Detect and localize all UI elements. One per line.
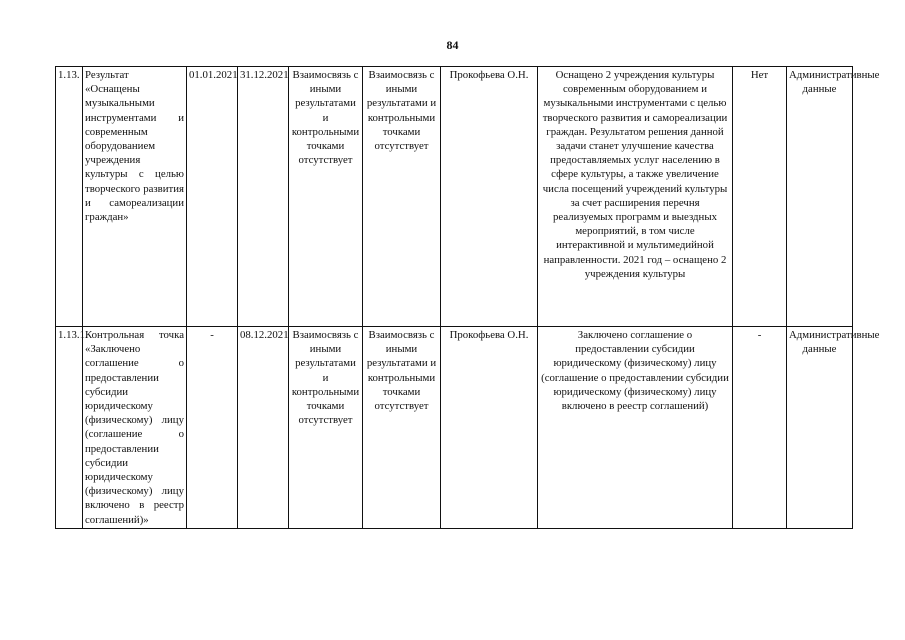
result-description: Оснащено 2 учреждения культуры современным оборудованием и музыкальными инструментами с целью творческого развития и самореализации граждан. Результатом решения данной задачи станет улучшение качества предоставляемых услуг населению в сфере культуры, а также увеличение числа посещений учреждений культуры за счет расширения перечня реализуемых программ и выездных мероприятий, в том числе интерактивной и мультимедийной направленности. 2021 год – оснащено 2 учреждения культуры (538, 67, 733, 327)
row-number: 1.13. (56, 67, 83, 327)
link-predecessor: Взаимосвязь с иными результатами и контрольными точками отсутствует (289, 327, 363, 529)
link-successor: Взаимосвязь с иными результатами и контрольными точками отсутствует (363, 67, 441, 327)
table-row (56, 327, 853, 529)
start-date: 01.01.2021 (187, 67, 238, 327)
data-source: Административные данные (787, 327, 853, 529)
results-table (55, 66, 880, 529)
start-date: - (187, 327, 238, 529)
flag-value: Нет (733, 67, 787, 327)
table-row (56, 67, 853, 327)
data-source: Административные данные (787, 67, 853, 327)
flag-value: - (733, 327, 787, 529)
responsible-person: Прокофьева О.Н. (441, 327, 538, 529)
end-date: 08.12.2021 (238, 327, 289, 529)
page-number: 84 (446, 38, 459, 52)
link-predecessor: Взаимосвязь с иными результатами и контрольными точками отсутствует (289, 67, 363, 327)
link-successor: Взаимосвязь с иными результатами и контрольными точками отсутствует (363, 327, 441, 529)
result-name: Результат «Оснащены музыкальными инструментами и современным оборудованием учреждения культуры с целью творческого развития и самореализации граждан» (83, 67, 187, 327)
row-number: 1.13.1. (56, 327, 83, 529)
result-description: Заключено соглашение о предоставлении субсидии юридическому (физическому) лицу (соглашение о предоставлении субсидии юридическому (физическому) лицу включено в реестр соглашений) (538, 327, 733, 529)
result-name: Контрольная точка «Заключено соглашение о предоставлении субсидии юридическому (физическому) лицу (соглашение о предоставлении субсидии юридическому (физическому) лицу включено в реестр соглашений)» (83, 327, 187, 529)
responsible-person: Прокофьева О.Н. (441, 67, 538, 327)
end-date: 31.12.2021 (238, 67, 289, 327)
